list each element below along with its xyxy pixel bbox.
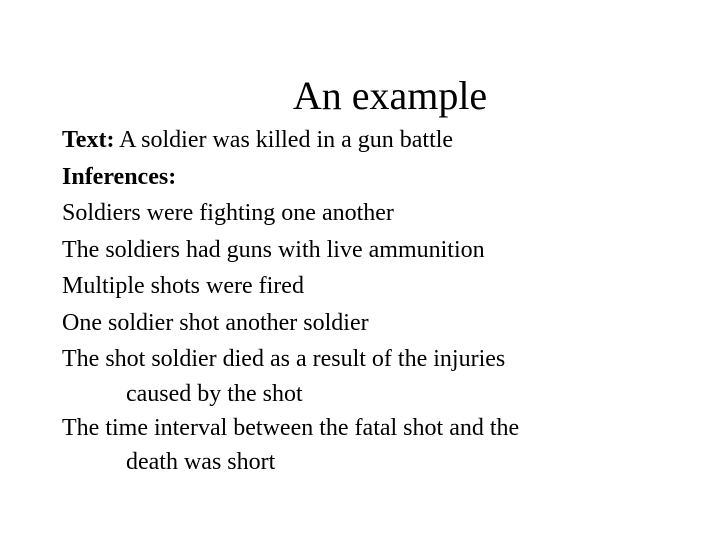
slide-title	[0, 70, 720, 122]
inference-item-continuation: caused by the shot	[126, 380, 303, 407]
inference-item: Soldiers were fighting one another	[62, 200, 394, 226]
inferences-heading: Inferences:	[62, 163, 177, 190]
inference-item: Multiple shots were fired	[62, 273, 304, 299]
inference-item: The soldiers had guns with live ammunition	[62, 236, 485, 263]
inference-item: The time interval between the fatal shot and the	[62, 414, 520, 441]
slide-body	[62, 122, 702, 478]
inference-item: The shot soldier died as a result of the injuries	[62, 346, 506, 372]
inference-item: One soldier shot another soldier	[62, 309, 369, 336]
inference-item-continuation: death was short	[126, 449, 276, 475]
text-line	[62, 122, 702, 159]
slide-title-text: An example	[292, 73, 488, 118]
text-value: A soldier was killed in a gun battle	[114, 127, 454, 153]
text-label: Text:	[62, 127, 115, 153]
